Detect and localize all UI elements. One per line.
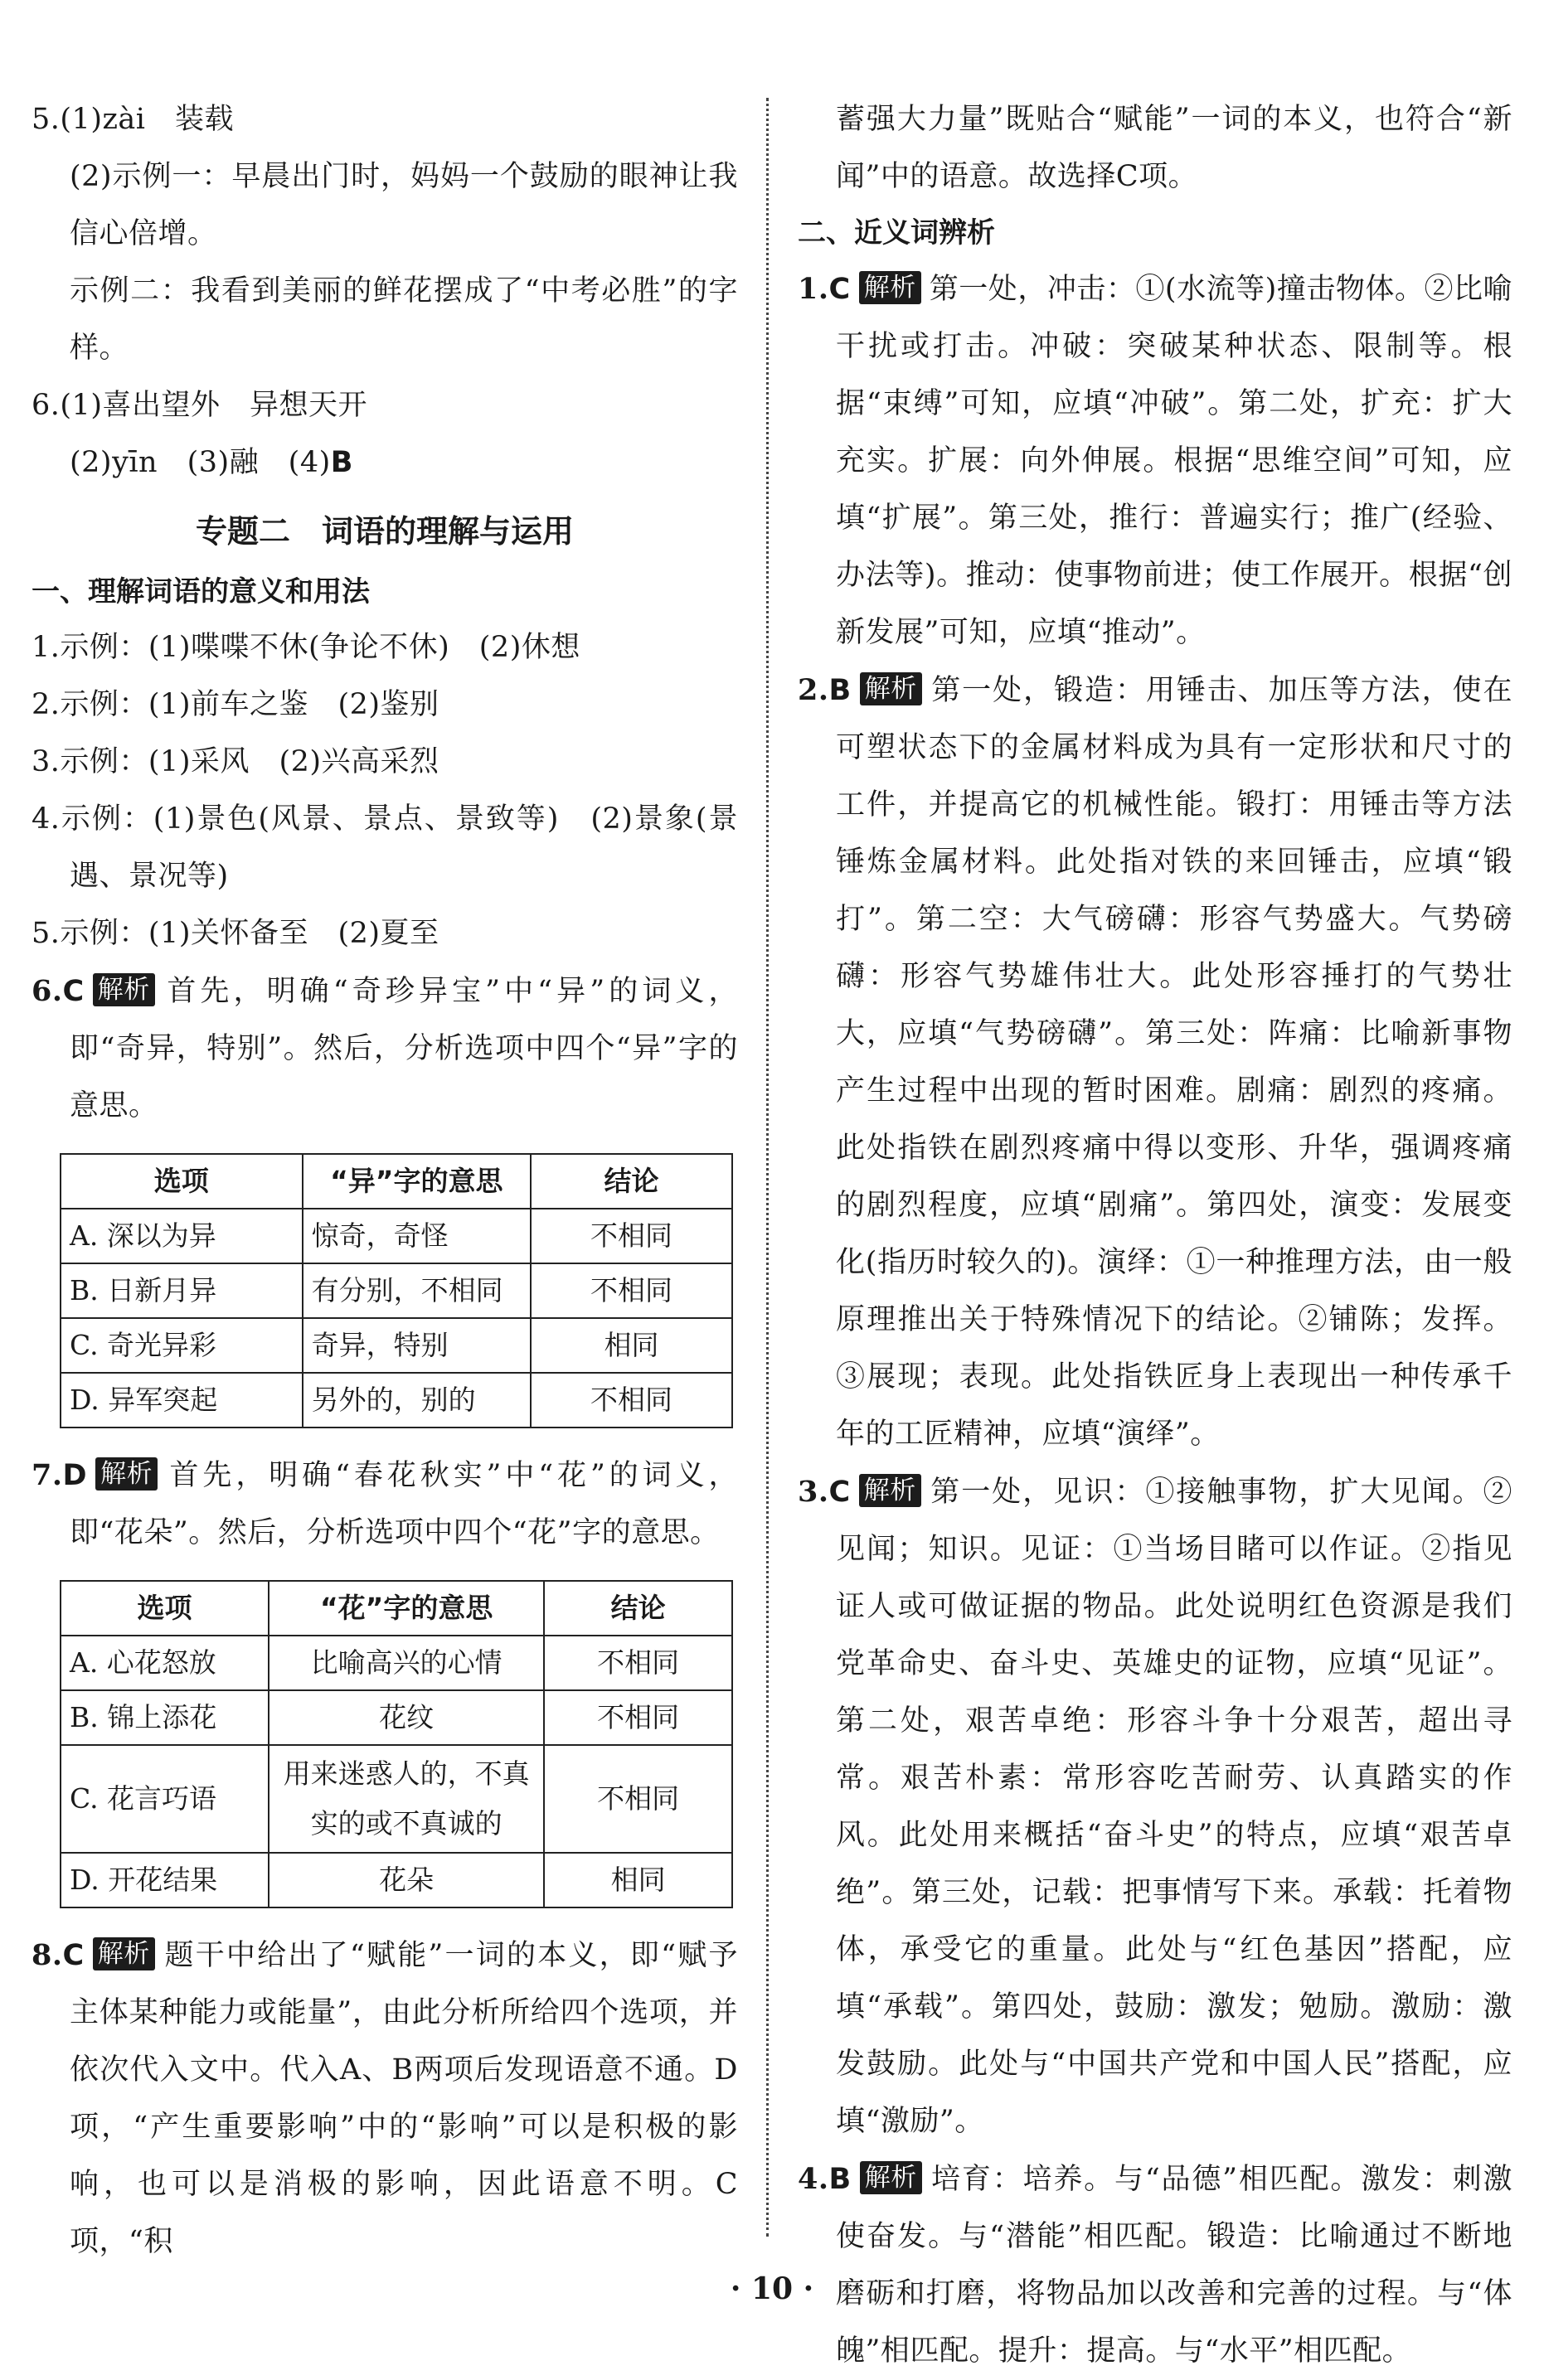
synonym-question-2 bbox=[798, 662, 1512, 1463]
synonym-4-answer: B bbox=[828, 2163, 852, 2196]
table-cell: 不相同 bbox=[544, 1636, 732, 1690]
table-row bbox=[61, 1690, 732, 1745]
answer-5-line2: (2)示例一：早晨出门时，妈妈一个鼓励的眼神让我信心倍增。 bbox=[70, 160, 738, 250]
table-cell: 不相同 bbox=[544, 1690, 732, 1745]
table-cell: 相同 bbox=[531, 1318, 732, 1373]
question-7-number: 7. bbox=[32, 1458, 63, 1492]
subsection-2-heading: 二、近义词辨析 bbox=[798, 216, 995, 250]
analysis-tag: 解析 bbox=[859, 1474, 921, 1507]
table-cell: 奇异，特别 bbox=[303, 1318, 531, 1373]
synonym-1-text: 第一处，冲击：①(水流等)撞击物体。②比喻干扰或打击。冲破：突破某种状态、限制等。根据“束缚”可知，应填“冲破”。第二处，扩充：扩大充实。扩展：向外伸展。根据“思维空间”可知，应填“扩展”。第三处，推行：普遍实行；推广(经验、办法等)。推动：使事物前进；使工作展开。根据“创新发展”可知，应填“推动”。 bbox=[836, 273, 1512, 649]
table-cell: A. 心花怒放 bbox=[61, 1636, 269, 1690]
question-6-number: 6. bbox=[32, 974, 63, 1008]
answer-6b-choice: B bbox=[330, 446, 353, 479]
question-7-answer: D bbox=[62, 1459, 88, 1492]
synonym-question-4 bbox=[798, 2150, 1512, 2380]
table-cell: 相同 bbox=[544, 1853, 732, 1907]
right-column bbox=[798, 91, 1512, 2380]
example-1: 1.示例：(1)喋喋不休(争论不休) (2)休想 bbox=[32, 631, 580, 664]
analysis-tag: 解析 bbox=[95, 1457, 158, 1491]
question-6 bbox=[32, 962, 738, 1135]
question-8-answer: C bbox=[62, 1939, 85, 1972]
example-2: 2.示例：(1)前车之鉴 (2)鉴别 bbox=[32, 688, 439, 721]
table-header: 选项 bbox=[61, 1154, 303, 1209]
question-8-number: 8. bbox=[32, 1938, 63, 1972]
table-hua-meanings bbox=[60, 1580, 733, 1908]
table-cell: B. 日新月异 bbox=[61, 1263, 303, 1318]
table-cell: C. 奇光异彩 bbox=[61, 1318, 303, 1373]
table-cell: D. 开花结果 bbox=[61, 1853, 269, 1907]
table-row bbox=[61, 1636, 732, 1690]
analysis-tag: 解析 bbox=[859, 271, 921, 304]
synonym-4-text: 培育：培养。与“品德”相匹配。激发：刺激使奋发。与“潜能”相匹配。锻造：比喻通过不断地磨砺和打磨，将物品加以改善和完善的过程。与“体魄”相匹配。提升：提高。与“水平”相匹配。 bbox=[836, 2163, 1512, 2368]
table-cell: 花纹 bbox=[269, 1690, 544, 1745]
synonym-question-3 bbox=[798, 1463, 1512, 2150]
answer-5-line1: 5.(1)zài 装载 bbox=[32, 103, 234, 136]
synonym-2-answer: B bbox=[828, 674, 852, 707]
table-cell: 惊奇，奇怪 bbox=[303, 1209, 531, 1263]
table-cell: B. 锦上添花 bbox=[61, 1690, 269, 1745]
example-5: 5.示例：(1)关怀备至 (2)夏至 bbox=[32, 917, 439, 950]
synonym-1-answer: C bbox=[828, 273, 851, 306]
table-header: 结论 bbox=[544, 1581, 732, 1636]
table-row bbox=[61, 1745, 732, 1853]
table-cell: 不相同 bbox=[531, 1263, 732, 1318]
left-column bbox=[32, 91, 738, 2271]
question-6-answer: C bbox=[62, 975, 85, 1008]
synonym-2-number: 2. bbox=[798, 673, 829, 707]
question-7-text: 首先，明确“春花秋实”中“花”的词义，即“花朵”。然后，分析选项中四个“花”字的意思。 bbox=[70, 1459, 738, 1549]
synonym-question-1 bbox=[798, 260, 1512, 662]
table-row bbox=[61, 1373, 732, 1428]
analysis-tag: 解析 bbox=[860, 2161, 922, 2194]
example-3: 3.示例：(1)采风 (2)兴高采烈 bbox=[32, 745, 439, 778]
section-title: 专题二 词语的理解与运用 bbox=[195, 513, 574, 550]
table-cell: 用来迷惑人的，不真实的或不真诚的 bbox=[269, 1745, 544, 1853]
synonym-3-number: 3. bbox=[798, 1475, 829, 1509]
synonym-2-text: 第一处，锻造：用锤击、加压等方法，使在可塑状态下的金属材料成为具有一定形状和尺寸的工件，并提高它的机械性能。锻打：用锤击等方法锤炼金属材料。此处指对铁的来回锤击，应填“锻打”。第二空：大气磅礴：形容气势盛大。气势磅礴：形容气势雄伟壮大。此处形容捶打的气势壮大，应填“气势磅礴”。第三处：阵痛：比喻新事物产生过程中出现的暂时困难。剧痛：剧烈的疼痛。此处指铁在剧烈疼痛中得以变形、升华，强调疼痛的剧烈程度，应填“剧痛”。第四处，演变：发展变化(指历时较久的)。演绎：①一种推理方法，由一般原理推出关于特殊情况下的结论。②铺陈；发挥。③展现；表现。此处指铁匠身上表现出一种传承千年的工匠精神，应填“演绎”。 bbox=[836, 674, 1512, 1451]
table-cell: D. 异军突起 bbox=[61, 1373, 303, 1428]
table-cell: 有分别，不相同 bbox=[303, 1263, 531, 1318]
synonym-1-number: 1. bbox=[798, 272, 829, 306]
page-number: · 10 · bbox=[730, 2271, 814, 2306]
table-row bbox=[61, 1209, 732, 1263]
question-7 bbox=[32, 1447, 738, 1562]
question-8-continued: 蓄强大力量”既贴合“赋能”一词的本义，也符合“新闻”中的语意。故选择C项。 bbox=[836, 103, 1512, 193]
table-cell: A. 深以为异 bbox=[61, 1209, 303, 1263]
synonym-3-text: 第一处，见识：①接触事物，扩大见闻。②见闻；知识。见证：①当场目睹可以作证。②指见证人或可做证据的物品。此处说明红色资源是我们党革命史、奋斗史、英雄史的证物，应填“见证”。第二处，艰苦卓绝：形容斗争十分艰苦，超出寻常。艰苦朴素：常形容吃苦耐劳、认真踏实的作风。此处用来概括“奋斗史”的特点，应填“艰苦卓绝”。第三处，记载：把事情写下来。承载：托着物体，承受它的重量。此处与“红色基因”搭配，应填“承载”。第四处，鼓励：激发；勉励。激励：激发鼓励。此处与“中国共产党和中国人民”搭配，应填“激励”。 bbox=[836, 1476, 1512, 2138]
table-cell: 不相同 bbox=[531, 1209, 732, 1263]
answer-6b-text: (2)yīn (3)融 (4) bbox=[70, 446, 331, 479]
table-header: “花”字的意思 bbox=[269, 1581, 544, 1636]
example-4: 4.示例：(1)景色(风景、景点、景致等) (2)景象(景遇、景况等) bbox=[32, 802, 738, 893]
table-row bbox=[61, 1263, 732, 1318]
table-cell: C. 花言巧语 bbox=[61, 1745, 269, 1853]
question-6-text: 首先，明确“奇珍异宝”中“异”的词义，即“奇异，特别”。然后，分析选项中四个“异”字的意思。 bbox=[70, 975, 738, 1122]
table-cell: 不相同 bbox=[531, 1373, 732, 1428]
analysis-tag: 解析 bbox=[860, 672, 922, 705]
table-row bbox=[61, 1318, 732, 1373]
table-yi-meanings bbox=[60, 1153, 733, 1428]
answer-6b bbox=[32, 434, 738, 492]
synonym-3-answer: C bbox=[828, 1476, 851, 1509]
column-divider bbox=[766, 98, 769, 2237]
table-header: “异”字的意思 bbox=[303, 1154, 531, 1209]
synonym-4-number: 4. bbox=[798, 2162, 829, 2196]
table-cell: 花朵 bbox=[269, 1853, 544, 1907]
table-header: 选项 bbox=[61, 1581, 269, 1636]
table-header: 结论 bbox=[531, 1154, 732, 1209]
table-row bbox=[61, 1853, 732, 1907]
question-8-text: 题干中给出了“赋能”一词的本义，即“赋予主体某种能力或能量”，由此分析所给四个选项，并依次代入文中。代入A、B两项后发现语意不通。D项，“产生重要影响”中的“影响”可以是积极的影响，也可以是消极的影响，因此语意不明。C项，“积 bbox=[70, 1939, 738, 2258]
question-8 bbox=[32, 1927, 738, 2271]
analysis-tag: 解析 bbox=[93, 973, 155, 1006]
table-cell: 不相同 bbox=[544, 1745, 732, 1853]
table-header-row bbox=[61, 1154, 732, 1209]
answer-5-line3: 示例二：我看到美丽的鲜花摆成了“中考必胜”的字样。 bbox=[70, 274, 738, 365]
subsection-1-heading: 一、理解词语的意义和用法 bbox=[32, 575, 370, 608]
table-cell: 另外的，别的 bbox=[303, 1373, 531, 1428]
table-cell: 比喻高兴的心情 bbox=[269, 1636, 544, 1690]
answer-6a: 6.(1)喜出望外 异想天开 bbox=[32, 389, 367, 422]
analysis-tag: 解析 bbox=[93, 1937, 155, 1970]
table-header-row bbox=[61, 1581, 732, 1636]
